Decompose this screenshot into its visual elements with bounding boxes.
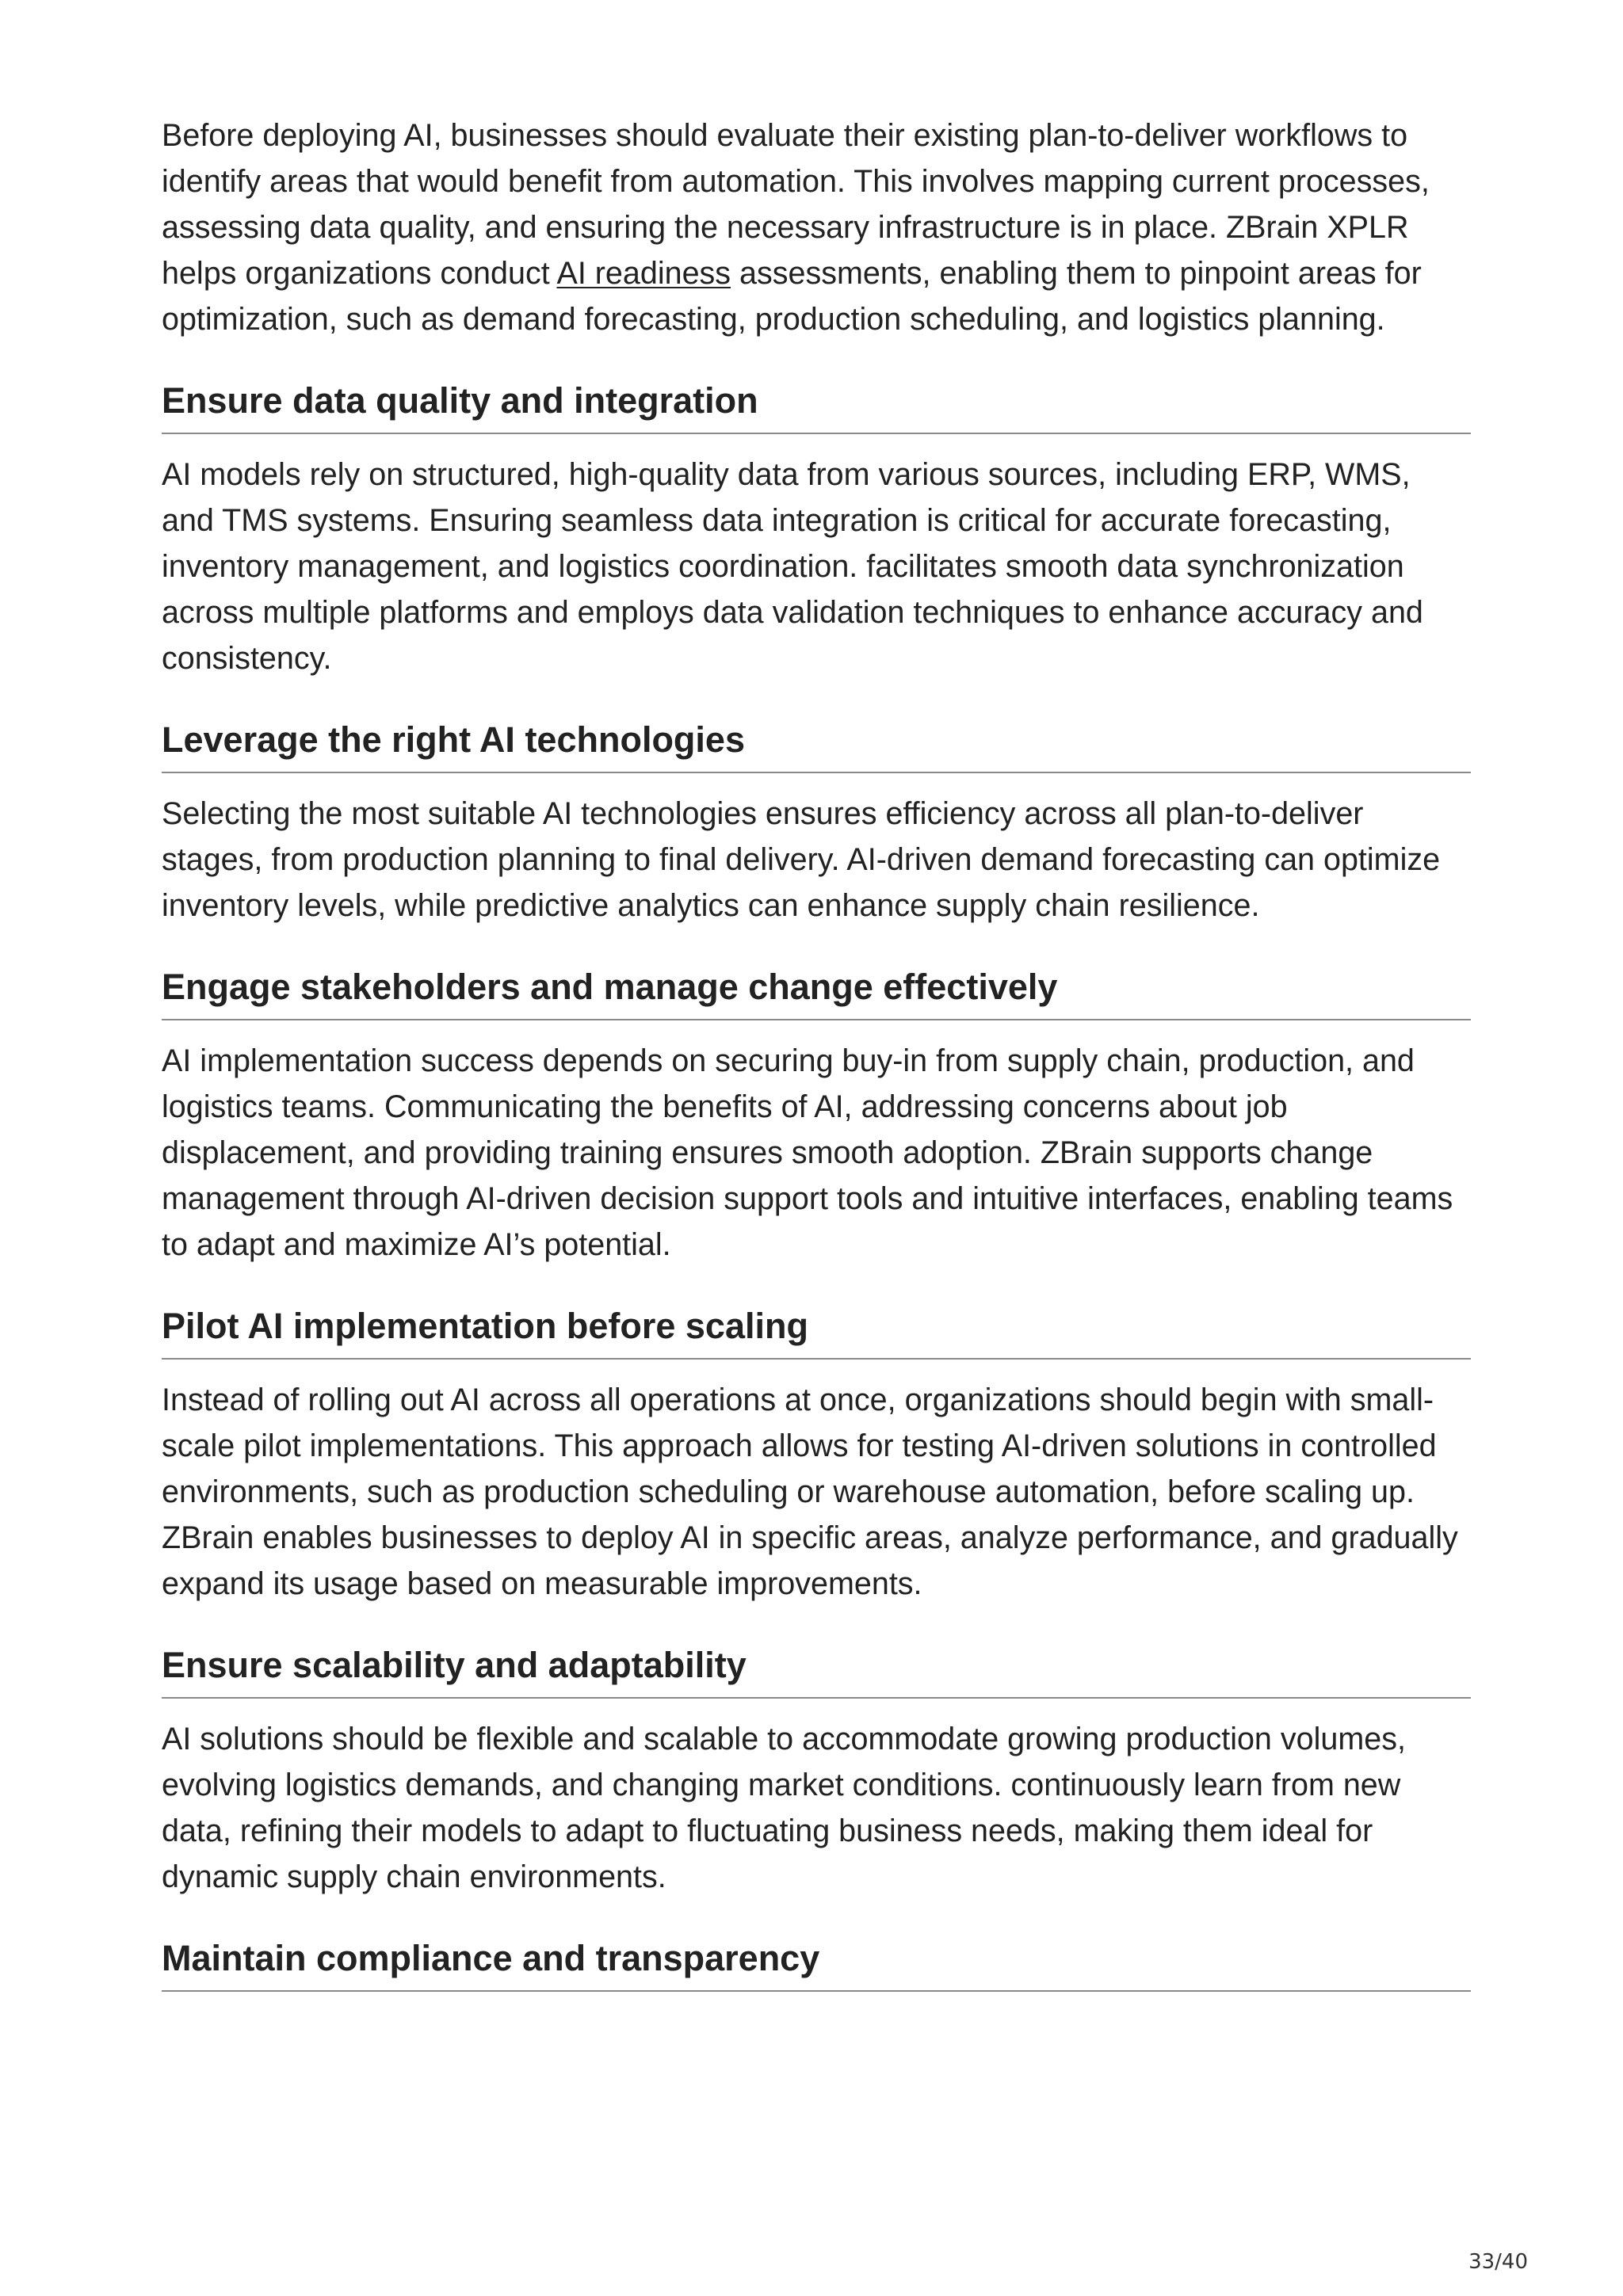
- document-content: [162, 113, 1471, 1992]
- section-ai-technologies: [162, 718, 1471, 929]
- section-compliance: [162, 1936, 1471, 1992]
- intro-text-after-link: assessments, enabling them to pinpoint areas for optimization, such as demand forecasting, production scheduling, and logistics planning.: [162, 256, 1422, 337]
- section-pilot: [162, 1304, 1471, 1607]
- section-body: Instead of rolling out AI across all operations at once, organizations should begin with small-scale pilot implementations. This approach allows for testing AI-driven solutions in controlled environments, such as production scheduling or warehouse automation, before scaling up. ZBrain enables businesses to deploy AI in specific areas, analyze performance, and gradually expand its usage based on measurable improvements.: [162, 1383, 1458, 1601]
- section-scalability: [162, 1643, 1471, 1900]
- section-heading: Leverage the right AI technologies: [162, 718, 1471, 773]
- section-stakeholders: [162, 965, 1471, 1268]
- section-heading: Maintain compliance and transparency: [162, 1936, 1471, 1992]
- ai-readiness-link[interactable]: AI readiness: [556, 256, 731, 291]
- section-heading: Ensure scalability and adaptability: [162, 1643, 1471, 1699]
- section-body: AI models rely on structured, high-quality data from various sources, including ERP, WMS, and TMS systems. Ensuring seamless data integration is critical for accurate forecasting, inventory management, and logistics coordination. facilitates smooth data synchronization across multiple platforms and employs data validation techniques to enhance accuracy and consistency.: [162, 457, 1423, 676]
- page-number: 33/40: [1468, 2250, 1528, 2274]
- section-data-quality: [162, 379, 1471, 681]
- intro-text-before-link: Before deploying AI, businesses should evaluate their existing plan-to-deliver workflows to identify areas that would benefit from automation. This involves mapping current processes, assessing data quality, and ensuring the necessary infrastructure is in place. ZBrain XPLR helps organizations conduct: [162, 118, 1430, 291]
- section-body: Selecting the most suitable AI technologies ensures efficiency across all plan-to-deliver stages, from production planning to final delivery. AI-driven demand forecasting can optimize inventory levels, while predictive analytics can enhance supply chain resilience.: [162, 796, 1441, 923]
- section-body: AI solutions should be flexible and scalable to accommodate growing production volumes, evolving logistics demands, and changing market conditions. continuously learn from new data, refining their models to adapt to fluctuating business needs, making them ideal for dynamic supply chain environments.: [162, 1722, 1406, 1894]
- section-heading: Engage stakeholders and manage change effectively: [162, 965, 1471, 1020]
- section-heading: Pilot AI implementation before scaling: [162, 1304, 1471, 1360]
- section-body: AI implementation success depends on securing buy-in from supply chain, production, and logistics teams. Communicating the benefits of AI, addressing concerns about job displacement, and providing training ensures smooth adoption. ZBrain supports change management through AI-driven decision support tools and intuitive interfaces, enabling teams to adapt and maximize AI’s potential.: [162, 1043, 1453, 1262]
- intro-paragraph: [162, 113, 1471, 342]
- section-heading: Ensure data quality and integration: [162, 379, 1471, 434]
